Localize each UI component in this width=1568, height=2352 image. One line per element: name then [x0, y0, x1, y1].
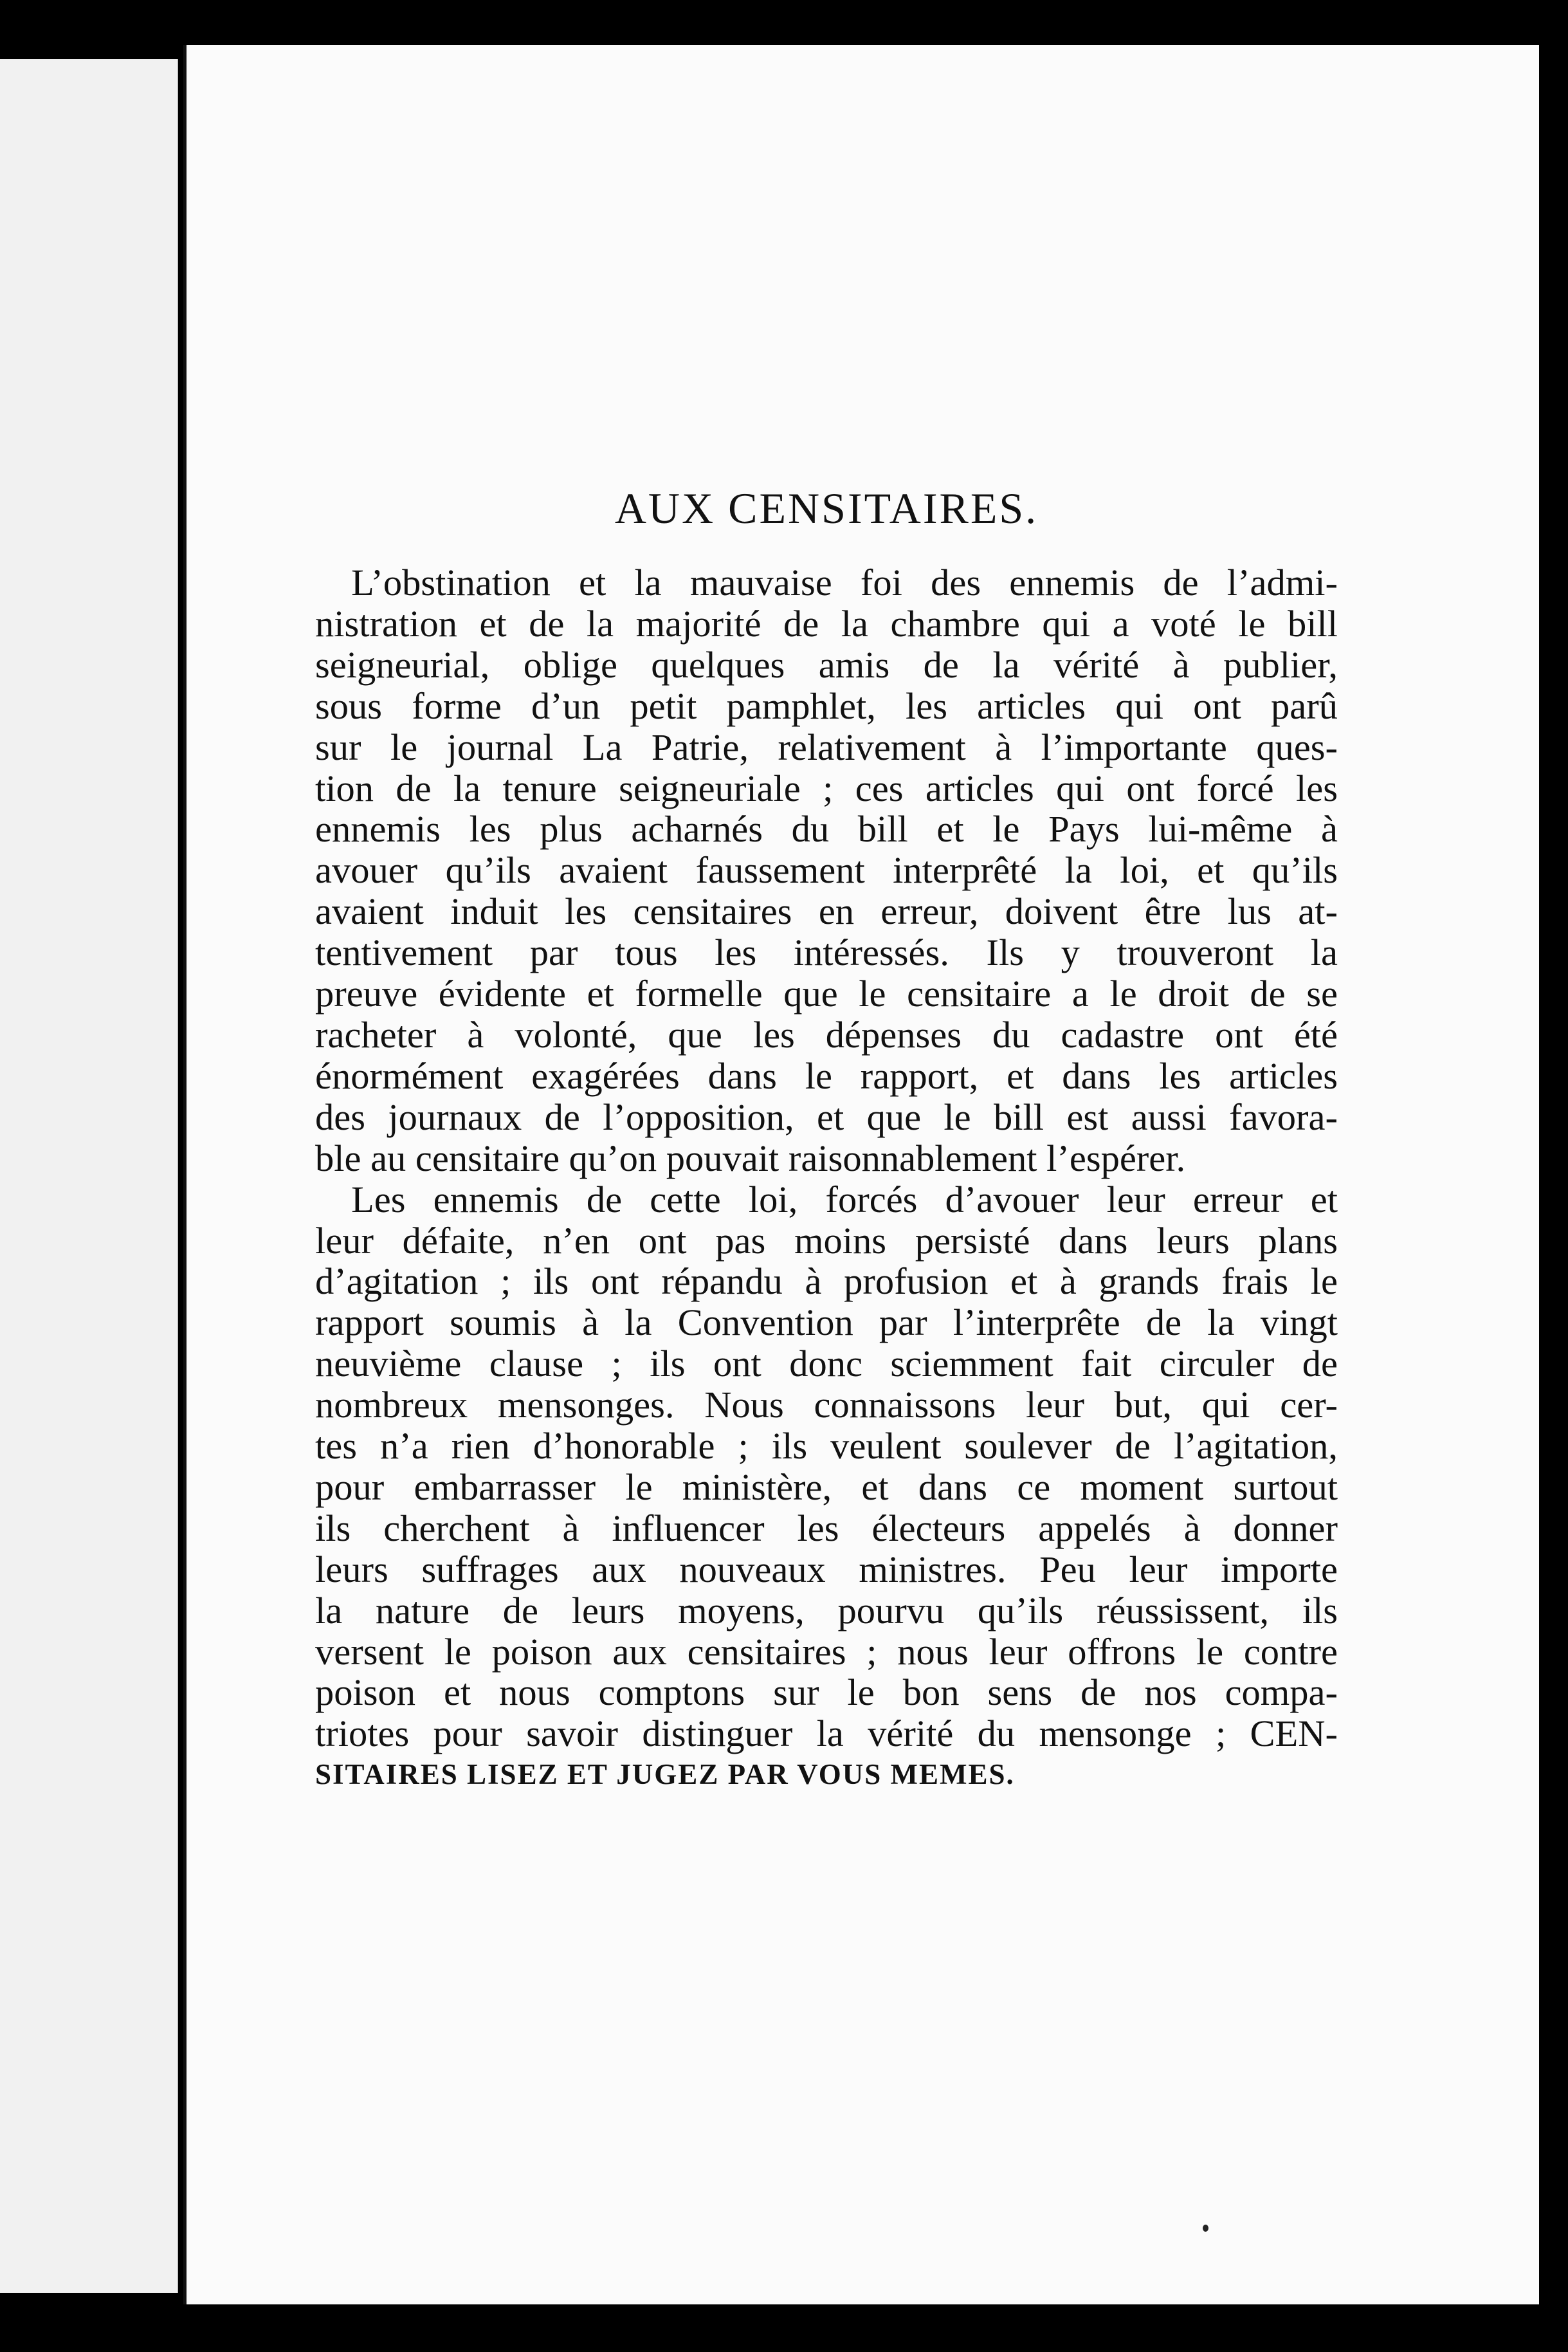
text-line: Les ennemis de cette loi, forcés d’avouer leur erreur et [351, 1178, 1338, 1220]
text-line: leurs suffrages aux nouveaux ministres. Peu leur importe [315, 1548, 1338, 1590]
text-line: leur défaite, n’en ont pas moins persisté dans leurs plans [315, 1219, 1338, 1262]
text-line: d’agitation ; ils ont répandu à profusion et à grands frais le [315, 1260, 1338, 1303]
text-line: la nature de leurs moyens, pourvu qu’ils réussissent, ils [315, 1589, 1338, 1631]
text-line: pour embarrasser le ministère, et dans ce moment surtout [315, 1465, 1338, 1508]
text-line: triotes pour savoir distinguer la vérité du mensonge ; CEN- [315, 1713, 1338, 1755]
text-line: tion de la tenure seigneuriale ; ces articles qui ont forcé les [315, 767, 1338, 809]
text-line: seigneurial, oblige quelques amis de la vérité à publier, [315, 643, 1338, 686]
text-line: ennemis les plus acharnés du bill et le Pays lui-même à [315, 808, 1338, 850]
text-line: racheter à volonté, que les dépenses du cadastre ont été [315, 1013, 1338, 1056]
text-line: nistration et de la majorité de la chambre qui a voté le bill [315, 602, 1338, 645]
text-line: tentivement par tous les intéressés. Ils y trouveront la [315, 932, 1338, 974]
text-line: ils cherchent à influencer les électeurs appelés à donner [315, 1507, 1338, 1549]
text-line: sur le journal La Patrie, relativement à l’importante ques- [315, 726, 1338, 768]
text-line: tes n’a rien d’honorable ; ils veulent soulever de l’agitation, [315, 1425, 1338, 1467]
ink-speck [1203, 2225, 1208, 2232]
book-page [183, 45, 1539, 2304]
text-line: avaient induit les censitaires en erreur, doivent être lus at- [315, 890, 1338, 933]
text-line: neuvième clause ; ils ont donc sciemment fait circuler de [315, 1343, 1338, 1385]
text-line: rapport soumis à la Convention par l’interprête de la vingt [315, 1301, 1338, 1344]
text-line: sous forme d’un petit pamphlet, les articles qui ont parû [315, 684, 1338, 727]
adjacent-page-edge [0, 59, 178, 2293]
text-line: avouer qu’ils avaient faussement interprêté la loi, et qu’ils [315, 849, 1338, 892]
page-title: AUX CENSITAIRES. [614, 484, 1039, 533]
text-line: nombreux mensonges. Nous connaissons leur but, qui cer- [315, 1384, 1338, 1426]
text-line: L’obstination et la mauvaise foi des ennemis de l’admi- [351, 562, 1338, 603]
text-line: des journaux de l’opposition, et que le bill est aussi favora- [315, 1096, 1338, 1138]
text-line: énormément exagérées dans le rapport, et dans les articles [315, 1054, 1338, 1097]
page-text [315, 482, 1338, 1796]
text-line: SITAIRES LISEZ ET JUGEZ PAR VOUS MEMES. [315, 1758, 1015, 1791]
text-line: versent le poison aux censitaires ; nous leur offrons le contre [315, 1630, 1338, 1673]
text-line: ble au censitaire qu’on pouvait raisonnablement l’espérer. [315, 1137, 1186, 1179]
text-line: poison et nous comptons sur le bon sens de nos compa- [315, 1671, 1338, 1714]
text-line: preuve évidente et formelle que le censitaire a le droit de se [315, 973, 1338, 1015]
